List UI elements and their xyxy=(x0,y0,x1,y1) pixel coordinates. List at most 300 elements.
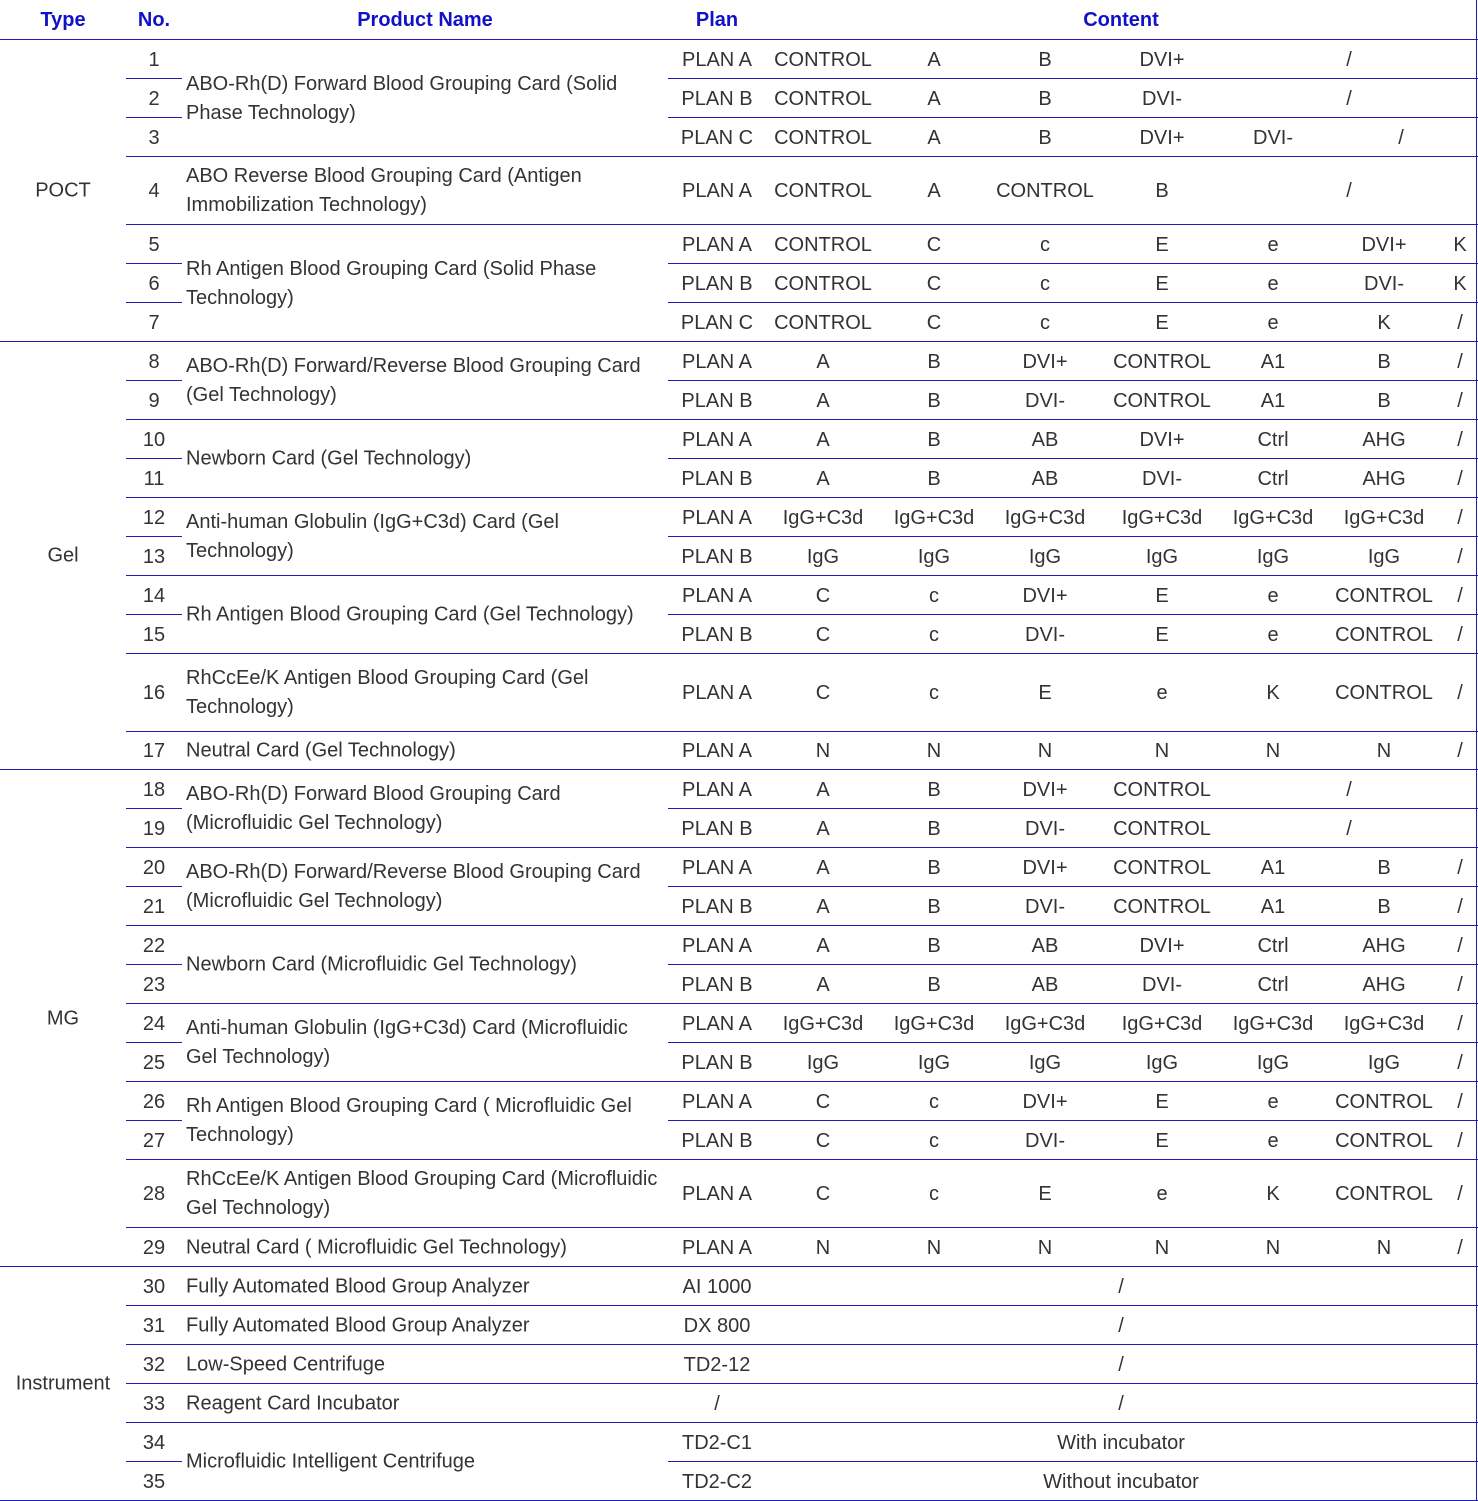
row-plan-divider xyxy=(668,886,1478,887)
content-cell: DVI+ xyxy=(1022,350,1068,373)
row-number: 12 xyxy=(142,506,166,529)
content-cell: IgG+C3d xyxy=(893,1012,975,1035)
content-cell: N xyxy=(926,1236,942,1259)
content-cell: N xyxy=(1154,1236,1170,1259)
content-cell: e xyxy=(1267,623,1279,646)
row-plan-divider xyxy=(668,380,1478,381)
plan-cell: TD2-C1 xyxy=(681,1431,753,1454)
content-cell: DVI+ xyxy=(1022,1090,1068,1113)
content-cell: IgG xyxy=(1367,1051,1401,1074)
plan-cell: PLAN A xyxy=(681,233,753,256)
product-divider xyxy=(126,497,1478,498)
row-number: 17 xyxy=(142,740,166,762)
plan-cell: PLAN B xyxy=(681,87,753,110)
content-cell: IgG+C3d xyxy=(1121,506,1203,529)
row-plan-divider xyxy=(668,1461,1478,1462)
content-cell: IgG+C3d xyxy=(1232,506,1314,529)
row-number: 1 xyxy=(148,48,160,71)
content-cell: AB xyxy=(1031,467,1059,490)
content-cell: CONTROL xyxy=(1335,1129,1433,1152)
content-cell: IgG xyxy=(1256,545,1290,568)
content-cell: IgG xyxy=(1256,1051,1290,1074)
header-plan: Plan xyxy=(695,9,739,31)
content-cell: c xyxy=(1040,233,1050,256)
content-cell: E xyxy=(1038,682,1052,704)
row-number-divider xyxy=(126,263,182,264)
row-number-divider xyxy=(126,886,182,887)
content-cell: AHG xyxy=(1362,467,1406,490)
content-cell: Ctrl xyxy=(1257,428,1289,451)
content-cell: AB xyxy=(1031,428,1059,451)
plan-cell: PLAN A xyxy=(681,428,753,451)
product-divider xyxy=(126,925,1478,926)
row-number: 18 xyxy=(142,778,166,801)
plan-cell: PLAN B xyxy=(681,1051,753,1074)
row-number: 34 xyxy=(142,1431,166,1454)
content-cell: / xyxy=(1457,623,1463,646)
content-cell: e xyxy=(1267,272,1279,295)
product-divider xyxy=(126,731,1478,732)
product-name: Neutral Card (Gel Technology) xyxy=(186,739,456,762)
content-cell: e xyxy=(1267,311,1279,334)
product-name: Low-Speed Centrifuge xyxy=(186,1353,386,1375)
content-cell: DVI- xyxy=(1142,467,1182,490)
product-name: Rh Antigen Blood Grouping Card (Gel Technology) xyxy=(186,603,634,626)
content-cell: B xyxy=(1038,48,1052,71)
row-plan-divider xyxy=(668,1120,1478,1121)
content-cell: DVI- xyxy=(1025,623,1065,646)
row-number: 31 xyxy=(142,1314,166,1337)
content-cell: / xyxy=(1457,311,1463,334)
content-cell: / xyxy=(1457,973,1463,996)
content-cell: DVI+ xyxy=(1139,428,1185,451)
product-divider xyxy=(126,653,1478,654)
plan-cell: AI 1000 xyxy=(682,1275,752,1298)
content-cell: DVI+ xyxy=(1022,778,1068,801)
plan-cell: PLAN A xyxy=(681,180,753,202)
content-cell: DVI- xyxy=(1364,272,1404,295)
content-cell: AHG xyxy=(1362,428,1406,451)
plan-cell: PLAN B xyxy=(681,973,753,996)
content-cell: DVI- xyxy=(1025,817,1065,840)
content-cell: / xyxy=(1457,895,1463,918)
content-cell: B xyxy=(1377,856,1391,879)
content-cell: DVI+ xyxy=(1139,126,1185,149)
product-divider xyxy=(126,1383,1478,1384)
content-cell: c xyxy=(929,1183,939,1205)
content-cell: C xyxy=(815,1129,831,1152)
row-number: 3 xyxy=(148,126,160,149)
content-cell: DVI+ xyxy=(1022,584,1068,607)
content-cell: c xyxy=(929,1129,939,1152)
row-number: 23 xyxy=(142,973,166,996)
content-cell: N xyxy=(1376,740,1392,762)
plan-cell: PLAN B xyxy=(681,1129,753,1152)
content-cell: B xyxy=(1377,350,1391,373)
row-number: 11 xyxy=(143,467,165,490)
row-number-divider xyxy=(126,536,182,537)
content-cell: e xyxy=(1156,682,1168,704)
row-number: 13 xyxy=(142,545,166,568)
product-divider xyxy=(126,1227,1478,1228)
plan-cell: PLAN A xyxy=(681,740,753,762)
content-cell: CONTROL xyxy=(1335,623,1433,646)
product-name: Newborn Card (Gel Technology) xyxy=(186,447,472,470)
row-number-divider xyxy=(126,458,182,459)
content-cell: B xyxy=(1377,895,1391,918)
content-cell: A1 xyxy=(1260,895,1286,918)
plan-cell: DX 800 xyxy=(683,1314,751,1337)
product-divider xyxy=(126,1305,1478,1306)
content-cell: N xyxy=(815,740,831,762)
content-cell: IgG xyxy=(1028,1051,1062,1074)
row-number: 24 xyxy=(142,1012,166,1035)
content-cell: C xyxy=(926,311,942,334)
content-cell: AB xyxy=(1031,934,1059,957)
content-cell: IgG+C3d xyxy=(782,506,864,529)
product-name: ABO Reverse Blood Grouping Card (Antigen Immobilization Technology) xyxy=(186,165,582,216)
row-plan-divider xyxy=(668,458,1478,459)
content-cell: CONTROL xyxy=(1113,350,1211,373)
row-plan-divider xyxy=(668,117,1478,118)
content-cell: / xyxy=(1457,584,1463,607)
plan-cell: PLAN B xyxy=(681,817,753,840)
content-cell: e xyxy=(1267,584,1279,607)
row-number-divider xyxy=(126,1120,182,1121)
content-cell: A xyxy=(816,895,830,918)
plan-cell: PLAN A xyxy=(681,1183,753,1205)
row-plan-divider xyxy=(668,302,1478,303)
row-number: 6 xyxy=(148,272,160,295)
content-cell: AB xyxy=(1031,973,1059,996)
content-cell: A xyxy=(927,87,941,110)
content-span-cell: / xyxy=(1118,1275,1124,1298)
row-number: 26 xyxy=(142,1090,166,1113)
content-cell: IgG xyxy=(1145,1051,1179,1074)
content-cell: CONTROL xyxy=(774,48,872,71)
plan-cell: PLAN B xyxy=(681,467,753,490)
product-divider xyxy=(126,1159,1478,1160)
plan-cell: PLAN A xyxy=(681,1012,753,1035)
content-cell: CONTROL xyxy=(1113,895,1211,918)
content-cell: A xyxy=(816,389,830,412)
content-cell: / xyxy=(1457,682,1463,704)
group-label: POCT xyxy=(35,179,91,202)
content-span-cell: / xyxy=(1118,1314,1124,1337)
content-cell: A xyxy=(816,467,830,490)
plan-cell: PLAN C xyxy=(680,311,754,334)
product-name: Microfluidic Intelligent Centrifuge xyxy=(186,1450,476,1473)
content-cell: CONTROL xyxy=(774,126,872,149)
content-cell: E xyxy=(1155,311,1169,334)
content-cell: B xyxy=(927,350,941,373)
content-cell: DVI- xyxy=(1142,973,1182,996)
header-no: No. xyxy=(137,9,171,31)
content-cell: / xyxy=(1457,1129,1463,1152)
row-plan-divider xyxy=(668,614,1478,615)
content-cell: K xyxy=(1377,311,1391,334)
row-number: 27 xyxy=(142,1129,166,1152)
content-cell: C xyxy=(815,584,831,607)
content-cell: / xyxy=(1457,934,1463,957)
row-number: 2 xyxy=(148,87,160,110)
plan-cell: PLAN A xyxy=(681,350,753,373)
content-cell: IgG+C3d xyxy=(1343,506,1425,529)
content-cell: Ctrl xyxy=(1257,973,1289,996)
content-cell: E xyxy=(1155,1090,1169,1113)
content-cell: A xyxy=(927,48,941,71)
header-content: Content xyxy=(1083,9,1159,31)
row-number: 28 xyxy=(142,1183,166,1205)
content-cell: DVI- xyxy=(1142,87,1182,110)
content-cell: c xyxy=(1040,272,1050,295)
content-span-cell: With incubator xyxy=(1057,1431,1185,1454)
plan-cell: / xyxy=(714,1392,720,1415)
content-cell: / xyxy=(1457,506,1463,529)
content-cell: DVI- xyxy=(1025,389,1065,412)
row-number-divider xyxy=(126,78,182,79)
plan-cell: TD2-C2 xyxy=(681,1470,753,1493)
content-cell: IgG xyxy=(917,1051,951,1074)
product-name: Fully Automated Blood Group Analyzer xyxy=(186,1275,530,1297)
content-cell: A xyxy=(816,973,830,996)
content-cell: IgG xyxy=(806,1051,840,1074)
plan-cell: PLAN A xyxy=(681,48,753,71)
plan-cell: PLAN A xyxy=(681,1090,753,1113)
plan-cell: TD2-12 xyxy=(683,1353,751,1376)
row-number: 19 xyxy=(142,817,166,840)
content-cell: C xyxy=(815,682,831,704)
row-number: 20 xyxy=(142,856,166,879)
content-cell: IgG+C3d xyxy=(1343,1012,1425,1035)
content-cell: / xyxy=(1457,856,1463,879)
product-name: Fully Automated Blood Group Analyzer xyxy=(186,1314,530,1336)
content-cell: AHG xyxy=(1362,973,1406,996)
group-label: Gel xyxy=(47,544,79,567)
plan-cell: PLAN B xyxy=(681,895,753,918)
content-cell: CONTROL xyxy=(1113,389,1211,412)
plan-cell: PLAN A xyxy=(681,778,753,801)
content-cell: N xyxy=(1376,1236,1392,1259)
product-name: ABO-Rh(D) Forward/Reverse Blood Grouping Card (Microfluidic Gel Technology) xyxy=(186,861,641,912)
content-cell: K xyxy=(1266,1183,1280,1205)
row-number: 7 xyxy=(148,311,160,334)
plan-cell: PLAN B xyxy=(681,545,753,568)
content-cell: / xyxy=(1457,740,1463,762)
content-cell: e xyxy=(1267,233,1279,256)
content-cell: / xyxy=(1457,467,1463,490)
row-plan-divider xyxy=(668,536,1478,537)
content-cell: c xyxy=(929,584,939,607)
content-cell: B xyxy=(927,428,941,451)
product-divider xyxy=(126,156,1478,157)
product-divider xyxy=(126,575,1478,576)
content-cell: C xyxy=(815,1183,831,1205)
content-cell: / xyxy=(1457,1090,1463,1113)
plan-cell: PLAN A xyxy=(681,584,753,607)
content-cell: / xyxy=(1457,389,1463,412)
row-number: 10 xyxy=(142,428,166,451)
row-number: 25 xyxy=(142,1051,166,1074)
row-number: 22 xyxy=(142,934,166,957)
group-divider xyxy=(0,1266,1478,1267)
group-divider xyxy=(0,341,1478,342)
content-cell: N xyxy=(1265,740,1281,762)
row-number: 21 xyxy=(142,895,166,918)
content-cell: Ctrl xyxy=(1257,934,1289,957)
row-number: 15 xyxy=(142,623,166,646)
content-cell: IgG+C3d xyxy=(782,1012,864,1035)
row-number-divider xyxy=(126,117,182,118)
content-cell: e xyxy=(1267,1129,1279,1152)
row-plan-divider xyxy=(668,263,1478,264)
content-cell: C xyxy=(815,623,831,646)
content-cell: A xyxy=(816,350,830,373)
row-number-divider xyxy=(126,302,182,303)
content-cell: CONTROL xyxy=(1113,817,1211,840)
content-cell: IgG+C3d xyxy=(1004,1012,1086,1035)
content-cell: B xyxy=(1038,87,1052,110)
content-cell: Ctrl xyxy=(1257,467,1289,490)
product-name: RhCcEe/K Antigen Blood Grouping Card (Microfluidic Gel Technology) xyxy=(186,1168,658,1219)
content-cell: e xyxy=(1156,1183,1168,1205)
row-number: 9 xyxy=(148,389,160,412)
content-cell: E xyxy=(1155,584,1169,607)
content-cell: E xyxy=(1155,272,1169,295)
plan-cell: PLAN A xyxy=(681,856,753,879)
content-cell: N xyxy=(1037,1236,1053,1259)
plan-cell: PLAN A xyxy=(681,682,753,704)
product-name: RhCcEe/K Antigen Blood Grouping Card (Gel Technology) xyxy=(186,667,589,718)
content-cell: DVI- xyxy=(1025,1129,1065,1152)
row-number: 33 xyxy=(142,1392,166,1415)
content-cell: IgG+C3d xyxy=(1232,1012,1314,1035)
product-name: Reagent Card Incubator xyxy=(186,1392,400,1414)
product-divider xyxy=(126,847,1478,848)
content-cell: DVI- xyxy=(1253,126,1293,149)
content-cell: AHG xyxy=(1362,934,1406,957)
table-right-border xyxy=(1476,0,1477,1501)
row-number-divider xyxy=(126,614,182,615)
group-divider xyxy=(0,769,1478,770)
product-name: Newborn Card (Microfluidic Gel Technology) xyxy=(186,953,577,976)
content-cell: B xyxy=(927,778,941,801)
row-number: 30 xyxy=(142,1275,166,1298)
content-cell: B xyxy=(927,973,941,996)
content-span-cell: / xyxy=(1118,1353,1124,1376)
content-cell: A xyxy=(816,856,830,879)
content-cell: E xyxy=(1155,1129,1169,1152)
content-cell: N xyxy=(815,1236,831,1259)
content-cell: N xyxy=(1037,740,1053,762)
row-number: 14 xyxy=(142,584,166,607)
content-cell: c xyxy=(929,623,939,646)
product-name: ABO-Rh(D) Forward Blood Grouping Card (Solid Phase Technology) xyxy=(186,72,618,124)
content-cell: N xyxy=(1265,1236,1281,1259)
content-cell: A xyxy=(816,817,830,840)
content-cell: IgG xyxy=(1367,545,1401,568)
content-cell: A xyxy=(927,180,941,202)
content-cell: CONTROL xyxy=(774,272,872,295)
row-number: 8 xyxy=(148,350,160,373)
content-cell: E xyxy=(1155,233,1169,256)
content-cell: B xyxy=(927,856,941,879)
content-cell: / xyxy=(1346,87,1352,110)
row-plan-divider xyxy=(668,78,1478,79)
content-cell: CONTROL xyxy=(774,180,872,202)
content-cell: A xyxy=(816,428,830,451)
content-cell: c xyxy=(1040,311,1050,334)
content-cell: CONTROL xyxy=(1335,584,1433,607)
content-cell: CONTROL xyxy=(1335,1090,1433,1113)
product-name: ABO-Rh(D) Forward/Reverse Blood Grouping Card (Gel Technology) xyxy=(186,355,641,406)
content-cell: CONTROL xyxy=(774,311,872,334)
plan-cell: PLAN C xyxy=(680,126,754,149)
content-cell: / xyxy=(1346,778,1352,801)
content-cell: / xyxy=(1457,1051,1463,1074)
content-cell: IgG+C3d xyxy=(893,506,975,529)
content-cell: CONTROL xyxy=(1335,1183,1433,1205)
content-cell: DVI+ xyxy=(1022,856,1068,879)
content-cell: IgG+C3d xyxy=(1004,506,1086,529)
plan-cell: PLAN A xyxy=(681,506,753,529)
row-number: 5 xyxy=(148,233,160,256)
content-cell: CONTROL xyxy=(1335,682,1433,704)
content-cell: B xyxy=(927,895,941,918)
content-cell: / xyxy=(1346,180,1352,202)
group-label: Instrument xyxy=(15,1372,111,1395)
row-number-divider xyxy=(126,1042,182,1043)
row-number: 35 xyxy=(142,1470,166,1493)
content-cell: A1 xyxy=(1260,389,1286,412)
content-cell: / xyxy=(1346,817,1352,840)
group-label: MG xyxy=(46,1007,80,1029)
content-cell: / xyxy=(1457,545,1463,568)
row-number-divider xyxy=(126,964,182,965)
header-product-name: Product Name xyxy=(357,9,493,31)
content-cell: B xyxy=(927,389,941,412)
content-cell: E xyxy=(1038,1183,1052,1205)
content-cell: IgG xyxy=(1145,545,1179,568)
row-number-divider xyxy=(126,808,182,809)
content-cell: CONTROL xyxy=(774,87,872,110)
product-name: Rh Antigen Blood Grouping Card (Solid Phase Technology) xyxy=(186,257,597,309)
content-cell: N xyxy=(926,740,942,762)
content-cell: IgG xyxy=(806,545,840,568)
row-plan-divider xyxy=(668,1042,1478,1043)
content-cell: B xyxy=(927,934,941,957)
row-number-divider xyxy=(126,1461,182,1462)
content-cell: B xyxy=(1377,389,1391,412)
plan-cell: PLAN A xyxy=(681,1236,753,1259)
content-cell: B xyxy=(927,467,941,490)
content-cell: DVI+ xyxy=(1139,934,1185,957)
product-divider xyxy=(126,1344,1478,1345)
content-cell: N xyxy=(1154,740,1170,762)
content-cell: CONTROL xyxy=(1113,856,1211,879)
plan-cell: PLAN B xyxy=(681,623,753,646)
content-cell: DVI- xyxy=(1025,895,1065,918)
content-cell: / xyxy=(1346,48,1352,71)
content-cell: A1 xyxy=(1260,856,1286,879)
content-cell: A xyxy=(816,778,830,801)
content-cell: K xyxy=(1453,233,1467,256)
row-number: 32 xyxy=(142,1353,166,1376)
content-cell: c xyxy=(929,682,939,704)
content-cell: CONTROL xyxy=(996,180,1094,202)
content-cell: A1 xyxy=(1260,350,1286,373)
product-name: ABO-Rh(D) Forward Blood Grouping Card (Microfluidic Gel Technology) xyxy=(186,783,561,834)
